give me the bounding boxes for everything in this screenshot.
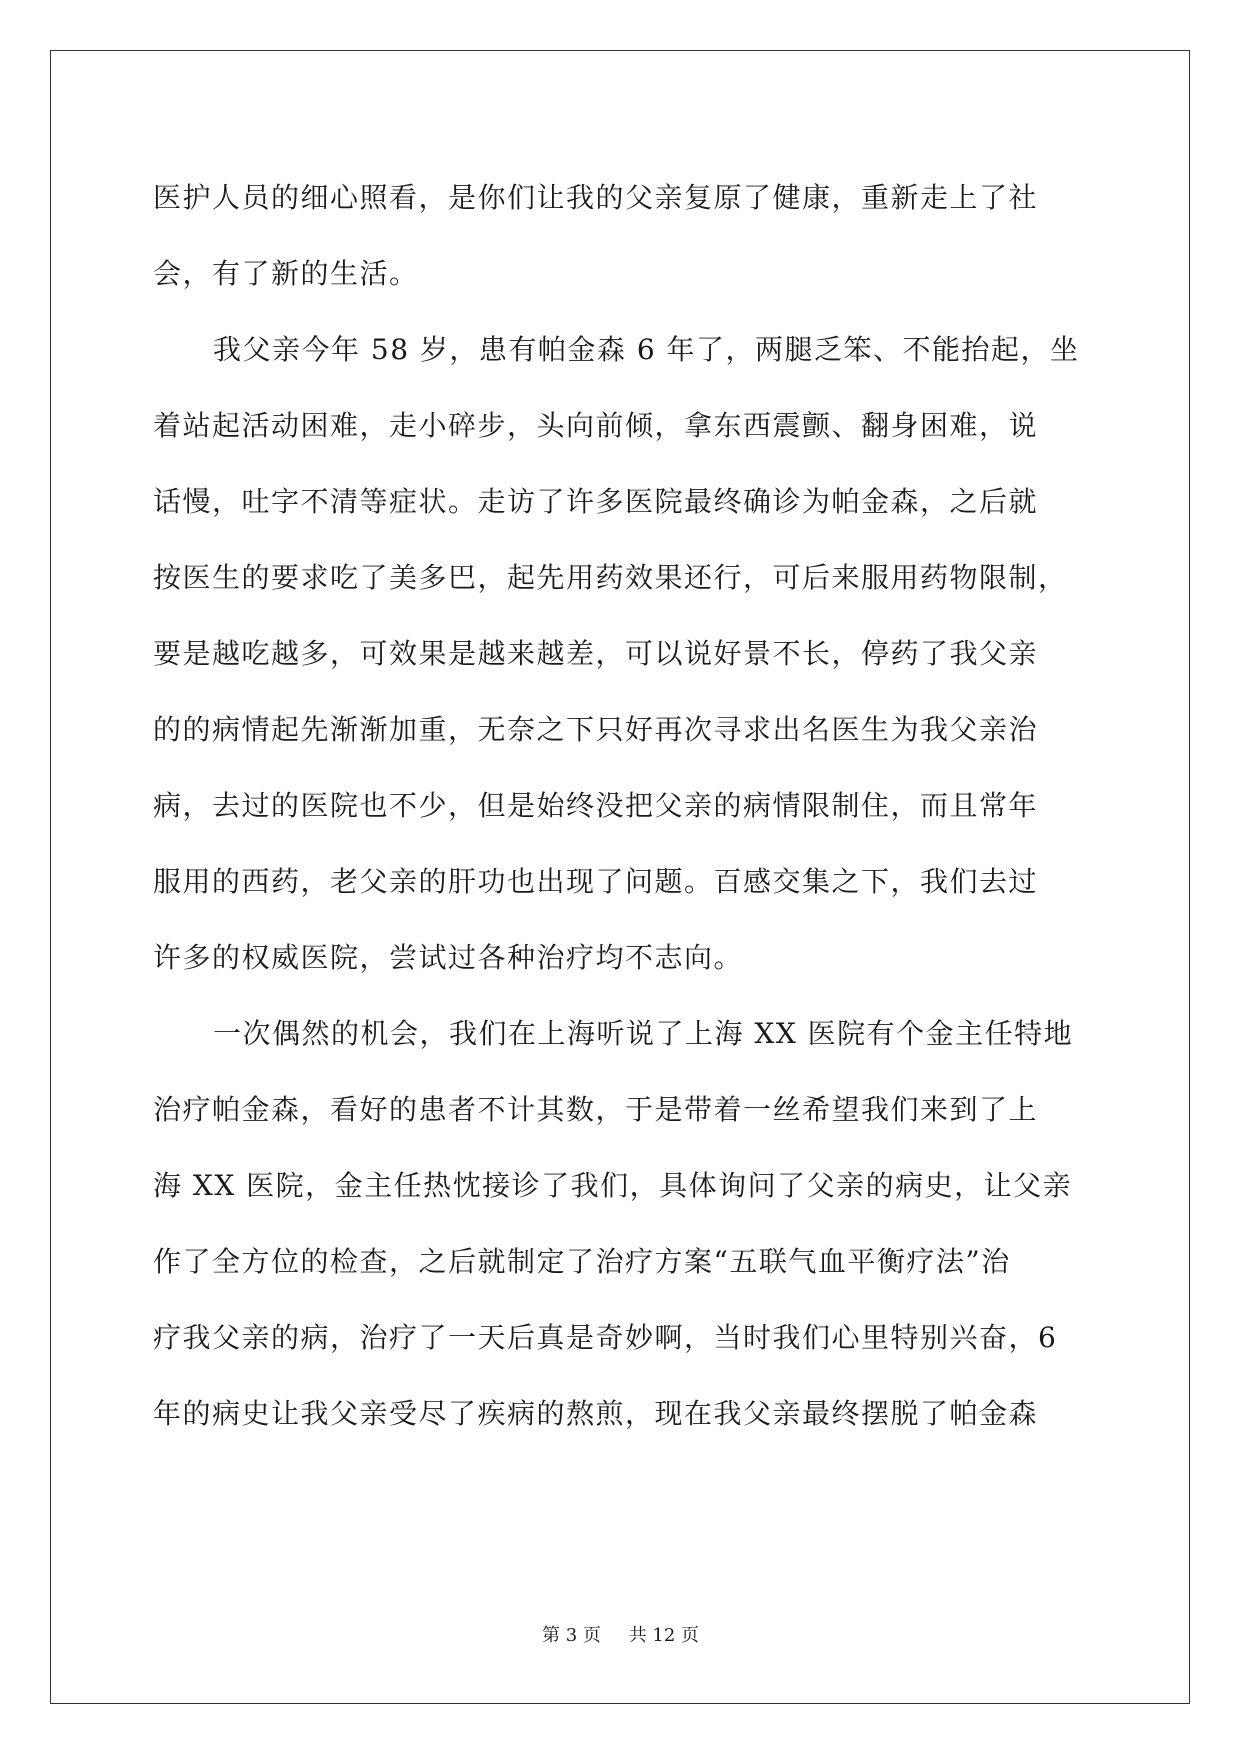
document-body [153,160,1113,1452]
text-line: 一次偶然的机会，我们在上海听说了上海 XX 医院有个金主任特地 [213,1017,1074,1050]
text-line: 话慢，吐字不清等症状。走访了许多医院最终确诊为帕金森，之后就 [153,485,1039,518]
text-line: 医护人员的细心照看，是你们让我的父亲复原了健康，重新走上了社 [153,181,1039,214]
page-number: 第 3 页 [542,1625,601,1646]
text-line: 要是越吃越多，可效果是越来越差，可以说好景不长，停药了我父亲 [153,637,1039,670]
text-line: 治疗帕金森，看好的患者不计其数，于是带着一丝希望我们来到了上 [153,1093,1039,1126]
text-line: 按医生的要求吃了美多巴，起先用药效果还行，可后来服用药物限制， [153,561,1068,594]
text-line: 疗我父亲的病，治疗了一天后真是奇妙啊，当时我们心里特别兴奋，6 [153,1321,1058,1354]
text-line: 许多的权威医院，尝试过各种治疗均不志向。 [153,941,744,974]
text-line: 海 XX 医院，金主任热忱接诊了我们，具体询问了父亲的病史，让父亲 [153,1169,1073,1202]
text-line: 病，去过的医院也不少，但是始终没把父亲的病情限制住，而且常年 [153,789,1039,822]
text-line: 的的病情起先渐渐加重，无奈之下只好再次寻求出名医生为我父亲治 [153,713,1039,746]
text-line: 年的病史让我父亲受尽了疾病的熬煎，现在我父亲最终摆脱了帕金森 [153,1397,1039,1430]
page-footer [0,1624,1241,1648]
text-line: 作了全方位的检查，之后就制定了治疗方案“五联气血平衡疗法”治 [153,1245,1011,1278]
text-line: 着站起活动困难，走小碎步，头向前倾，拿东西震颤、翻身困难，说 [153,409,1039,442]
text-line: 会，有了新的生活。 [153,257,419,290]
page-total: 共 12 页 [628,1625,699,1646]
text-line: 我父亲今年 58 岁，患有帕金森 6 年了，两腿乏笨、不能抬起，坐 [213,333,1080,366]
text-line: 服用的西药，老父亲的肝功也出现了问题。百感交集之下，我们去过 [153,865,1039,898]
